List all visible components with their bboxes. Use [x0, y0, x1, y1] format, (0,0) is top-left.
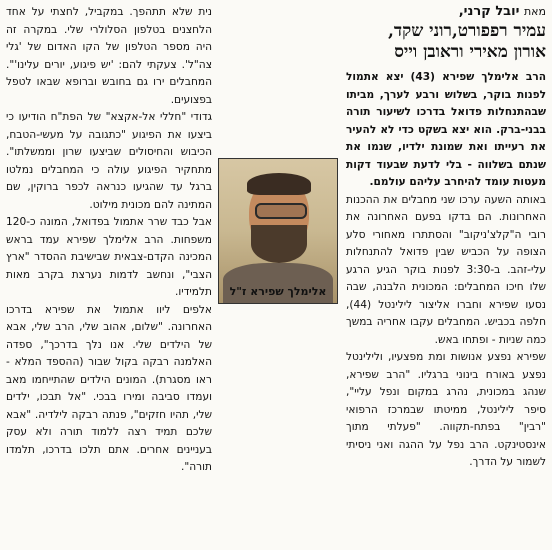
photo-caption: אלימלך שפירא ז"ל: [229, 285, 327, 298]
body-paragraph: אבל כבד שרר אתמול בפדואל, המונה כ-120 משפחות. הרב אלימלך שפירא עמד בראש המכינה הקדם-צבאית שבישיבת ההסדר "ארץ הצבי", ונחשב לדמות נערצת בקרב מאות תלמידיו.: [6, 216, 212, 298]
photo-beard: [251, 225, 307, 263]
photo-hair: [247, 173, 311, 195]
authors: [346, 21, 546, 63]
authors-line: אורון מאירי וראובן וייס: [394, 42, 546, 62]
byline: [346, 4, 546, 20]
portrait-photo: [218, 158, 338, 304]
left-column: [6, 4, 212, 477]
author-name: יובל קרני,: [458, 4, 520, 19]
lead-paragraph: הרב אלימלך שפירא (43) יצא אתמול לפנות בוקר, בשלוש ורבע לערך, מביתו שבהתנחלות פדואל בדרכו לשיעור תורה בבני-ברק. הוא יצא בשקט כדי לא להעיר את רעייתו ואת שמונת ילדיו, שנמו את שנתם בשלווה - בלי לדעת שבעוד דקות מעטות עומד להיחרב עליהם עולמם.: [346, 71, 546, 188]
body-paragraph: באותה השעה ערכו שני מחבלים את ההכנות האחרונות. הם בדקו בפעם האחרונה את רובי ה"קלצ'ניקוב" והסתתרו מאחורי סלע הצופה על הכביש שבין פדואל להתנחלות עלי-זהב. ב-3:30 לפנות בוקר הגיע הרגע שלו חיכו המחבלים: המכונית הלבנה, שבה נסעו שפירא וחברו אליצור לילינטל (44), חלפה בכביש. המחבלים עקבו אחריה במשך כמה שניות - ופתחו באש.: [346, 193, 546, 346]
body-paragraph: שפירא נפצע אנושות ומת מפצעיו, ולילינטל נפצע באורח בינוני ברגליו. "הרב שפירא, שנהג במכונית, נהרג במקום ונפל עליי", סיפר לילינטל, ממיטתו שבמרכז הרפואי "רבין" בפתח-תקווה. "פעלתי מתוך אינסטינקט. הרב נפל על ההגה ואני ניסיתי לשמור על הדרך.: [346, 351, 546, 468]
photo-glasses: [255, 203, 307, 219]
byline-prefix: מאת: [523, 5, 546, 18]
body-paragraph: אלפים ליוו אתמול את שפירא בדרכו האחרונה. "שלום, אהוב שלי, הרב שלי, אבא של הילדים שלי. אנו נלך בדרכך", ספדה האלמנה רבקה בקול שבור (ההספד המלא - ראו מסגרת). המונים הילדים שהתייחמו מאב ועמדו סביבה ומירו בבכי. "אל תבכו, ילדים שלי, תהיו חזקים", פנתה רבקה לילדיה. "אבא שלכם תמיד רצה ללמוד תורה ולא עסק בעניינים אחרים. אתם תלכו בדרכו, תלמדו תורה".: [6, 303, 212, 473]
body-paragraph: גדודי "חללי אל-אקצא" של הפת"ח הודיעו כי ביצעו את הפיגוע "כתגובה על מעשי-הטבח, הכיבוש והחיסולים שביצעו שרון וממשלתו". מתחקיר הפיגוע עולה כי המחבלים נמלטו ברגל עד שהגיעו כנראה לכפר ברוקין, שם המתינה להם מכונית מילוט.: [6, 111, 212, 211]
right-column: [346, 4, 546, 472]
body-paragraph: נית שלא תתהפך. במקביל, לחצתי על אחד הלחצנים בטלפון הסלולרי שלי. במקרה זה היה מספר הטלפון של הקו האדום של 'גלי צה"ל'. צעקתי להם: 'יש פיגוע, יורים עלינו'". המחבלים ירו גם בחובש וברופא שבאו לטפל בפצועים.: [6, 6, 212, 106]
authors-line: עמיר רפפורט,רוני שקד,: [388, 21, 546, 41]
